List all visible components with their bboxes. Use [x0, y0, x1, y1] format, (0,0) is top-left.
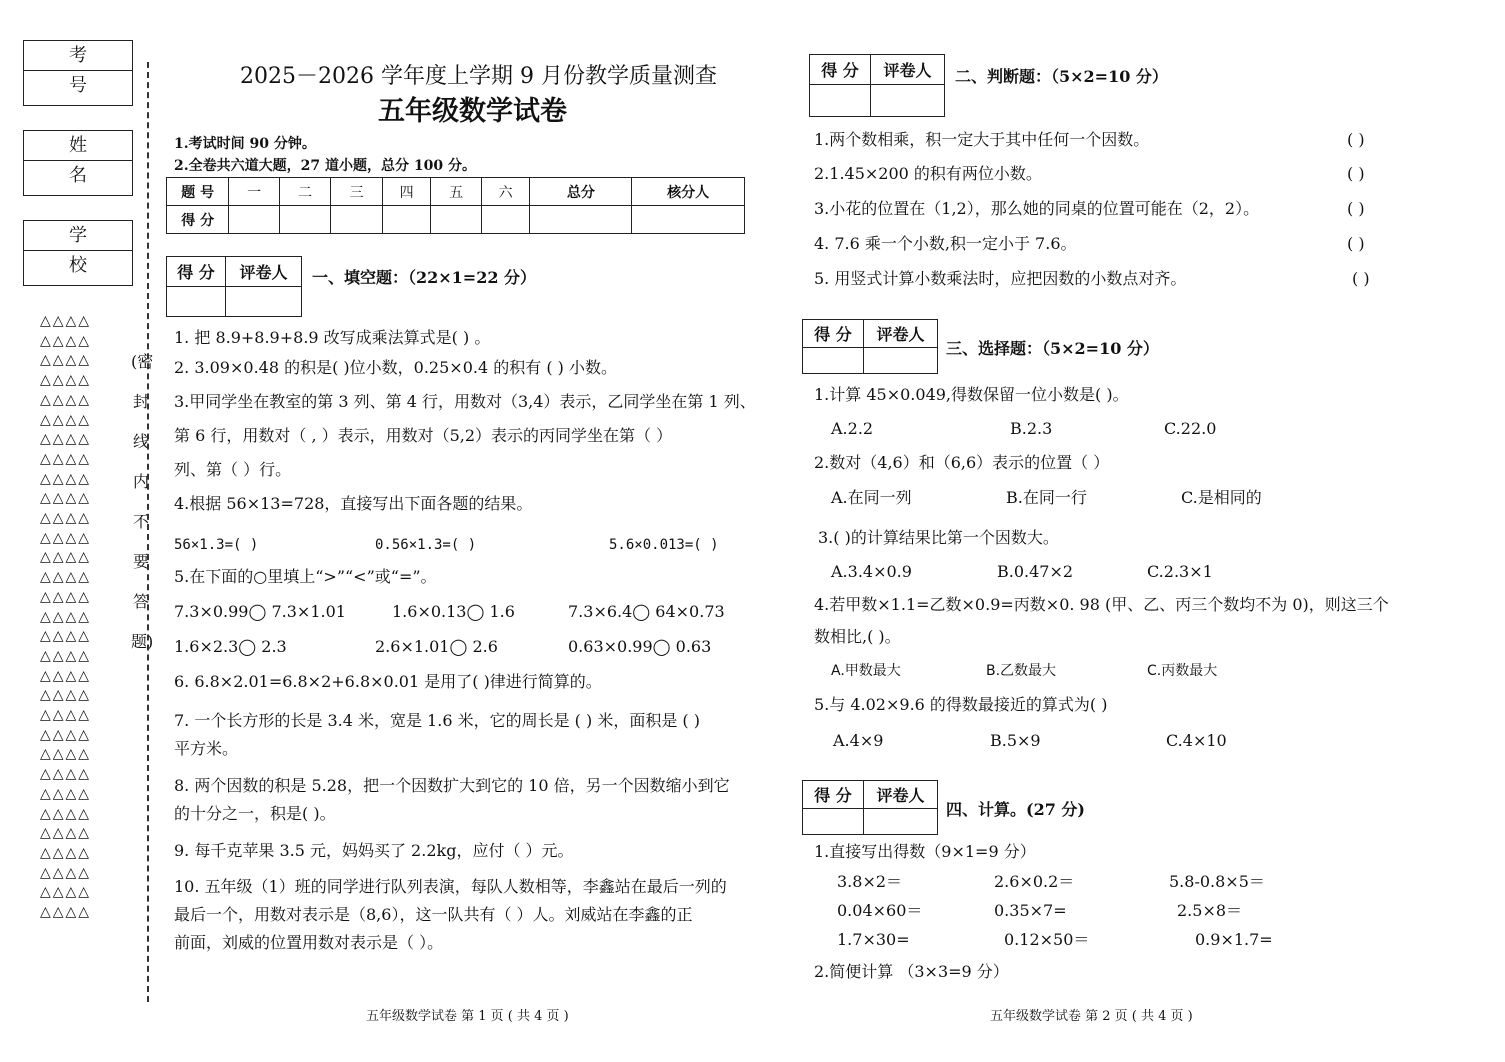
- score-table-header: 题 号: [167, 178, 229, 206]
- score-table-header: 五: [431, 178, 482, 206]
- fill-q2: 2. 3.09×0.48 的积是( )位小数，0.25×0.4 的积有 ( ) 小数。: [174, 358, 617, 377]
- choice-q1-c[interactable]: C.22.0: [1164, 419, 1217, 438]
- triangle-row: △△△△: [40, 450, 92, 467]
- choice-q2: 2.数对（4,6）和（6,6）表示的位置（ ）: [814, 453, 1110, 472]
- triangle-row: △△△△: [40, 687, 92, 704]
- fill-q5-a: 7.3×0.99◯ 7.3×1.01: [174, 602, 346, 621]
- grader-box-section-4: [802, 780, 938, 835]
- choice-q1-a[interactable]: A.2.2: [831, 419, 874, 438]
- fill-q9: 9. 每千克苹果 3.5 元，妈妈买了 2.2kg，应付（ ）元。: [174, 841, 574, 860]
- score-table-header: 四: [382, 178, 431, 206]
- score-table-header: 核分人: [632, 178, 745, 206]
- seal-char: 封: [132, 392, 149, 411]
- calc-item: 0.04×60＝: [837, 901, 923, 920]
- triangle-row: △△△△: [40, 391, 92, 408]
- fill-q4-b: 0.56×1.3=( ): [375, 537, 477, 553]
- triangle-row: △△△△: [40, 844, 92, 861]
- triangle-row: △△△△: [40, 707, 92, 724]
- judge-q1: 1.两个数相乘，积一定大于其中任何一个因数。: [814, 130, 1150, 149]
- seal-char: (密: [131, 352, 154, 371]
- name-box: [23, 130, 133, 196]
- grader-label: 评卷人: [226, 257, 302, 287]
- section-4-title: 四、计算。(27 分): [946, 800, 1085, 819]
- school-label: 学 校: [24, 221, 132, 251]
- fill-q7-line1: 7. 一个长方形的长是 3.4 米，宽是 1.6 米，它的周长是 ( ) 米，面积是 ( ): [174, 711, 700, 730]
- triangle-row: △△△△: [40, 667, 92, 684]
- triangle-row: △△△△: [40, 470, 92, 487]
- fill-q10-line1: 10. 五年级（1）班的同学进行队列表演，每队人数相等，李鑫站在最后一列的: [174, 877, 727, 896]
- fill-q4: 4.根据 56×13=728，直接写出下面各题的结果。: [174, 494, 533, 513]
- fill-q4-a: 56×1.3=( ): [174, 537, 259, 553]
- choice-q4-a[interactable]: A.甲数最大: [831, 663, 901, 679]
- triangle-row: △△△△: [40, 805, 92, 822]
- choice-q3-a[interactable]: A.3.4×0.9: [831, 562, 912, 581]
- score-cell[interactable]: [229, 206, 280, 234]
- calc-sub-2: 2.简便计算 （3×3=9 分）: [814, 962, 1009, 981]
- triangle-row: △△△△: [40, 884, 92, 901]
- calc-item: 1.7×30=: [837, 930, 910, 949]
- section-3-title: 三、选择题：（5×2=10 分）: [946, 339, 1159, 358]
- judge-q2: 2.1.45×200 的积有两位小数。: [814, 164, 1042, 183]
- seal-char: 题): [131, 632, 154, 651]
- fill-q5: 5.在下面的○里填上“>”“<”或“=”。: [174, 567, 437, 586]
- choice-q2-b[interactable]: B.在同一行: [1006, 488, 1087, 507]
- section-1-title: 一、填空题：（22×1=22 分）: [312, 268, 537, 287]
- fill-q3-line2: 第 6 行，用数对（ , ）表示，用数对（5,2）表示的丙同学坐在第（ ）: [174, 426, 673, 445]
- judge-q4-answer[interactable]: ( ): [1347, 234, 1365, 253]
- exam-note-2: 2.全卷共六道大题，27 道小题，总分 100 分。: [174, 158, 476, 174]
- triangle-row: △△△△: [40, 490, 92, 507]
- grader-box-section-3: [802, 319, 938, 374]
- fill-q5-f: 0.63×0.99◯ 0.63: [568, 637, 712, 656]
- fill-q10-line2: 最后一个，用数对表示是（8,6），这一队共有（ ）人。刘威站在李鑫的正: [174, 905, 693, 924]
- triangle-row: △△△△: [40, 510, 92, 527]
- choice-q2-a[interactable]: A.在同一列: [831, 488, 912, 507]
- seal-char: 不: [132, 512, 149, 531]
- score-table-header: 二: [279, 178, 331, 206]
- grader-name-cell[interactable]: [871, 85, 945, 117]
- judge-q5-answer[interactable]: ( ): [1352, 269, 1370, 288]
- fill-q1: 1. 把 8.9+8.9+8.9 改写成乘法算式是( ) 。: [174, 328, 491, 347]
- name-label: 姓 名: [24, 131, 132, 161]
- calc-item: 0.35×7=: [994, 901, 1067, 920]
- triangle-border: [40, 312, 120, 923]
- fill-q5-d: 1.6×2.3◯ 2.3: [174, 637, 287, 656]
- calc-sub-1: 1.直接写出得数（9×1=9 分）: [814, 842, 1036, 861]
- triangle-row: △△△△: [40, 766, 92, 783]
- triangle-row: △△△△: [40, 904, 92, 921]
- fill-q5-b: 1.6×0.13◯ 1.6: [392, 602, 515, 621]
- fill-q3-line1: 3.甲同学坐在教室的第 3 列、第 4 行，用数对（3,4）表示，乙同学坐在第 1 列、: [174, 392, 756, 411]
- grader-label: 评卷人: [871, 55, 945, 85]
- choice-q4-b[interactable]: B.乙数最大: [986, 663, 1057, 679]
- triangle-row: △△△△: [40, 549, 92, 566]
- fill-q10-line3: 前面，刘威的位置用数对表示是（ ）。: [174, 933, 444, 952]
- calc-item: 5.8-0.8×5＝: [1169, 872, 1265, 891]
- fill-q5-c: 7.3×6.4◯ 64×0.73: [568, 602, 725, 621]
- fill-q4-c: 5.6×0.013=( ): [609, 537, 719, 553]
- score-cell[interactable]: [331, 206, 383, 234]
- grader-name-cell[interactable]: [864, 348, 938, 374]
- triangle-row: △△△△: [40, 313, 92, 329]
- choice-q4-line1: 4.若甲数×1.1=乙数×0.9=丙数×0. 98 (甲、乙、丙三个数均不为 0)，则这三个: [814, 595, 1389, 614]
- grader-score-cell[interactable]: [803, 809, 864, 835]
- fill-q6: 6. 6.8×2.01=6.8×2+6.8×0.01 是用了( )律进行简算的。: [174, 672, 602, 691]
- grader-name-cell[interactable]: [864, 809, 938, 835]
- judge-q3: 3.小花的位置在（1,2），那么她的同桌的位置可能在（2，2）。: [814, 199, 1260, 218]
- choice-q3-b[interactable]: B.0.47×2: [997, 562, 1074, 581]
- score-cell[interactable]: [382, 206, 431, 234]
- judge-q5: 5. 用竖式计算小数乘法时，应把因数的小数点对齐。: [814, 269, 1187, 288]
- exam-number-label: 考 号: [24, 41, 132, 71]
- score-table-header: 一: [229, 178, 280, 206]
- grader-box-section-2: [809, 54, 945, 117]
- score-cell[interactable]: [632, 206, 745, 234]
- choice-q5-c[interactable]: C.4×10: [1166, 731, 1227, 750]
- exam-title: 2025－2026 学年度上学期 9 月份教学质量测查: [240, 64, 717, 89]
- calc-item: 2.6×0.2＝: [994, 872, 1075, 891]
- fill-q8-line1: 8. 两个因数的积是 5.28，把一个因数扩大到它的 10 倍，另一个因数缩小到它: [174, 776, 730, 795]
- triangle-row: △△△△: [40, 746, 92, 763]
- triangle-row: △△△△: [40, 352, 92, 369]
- choice-q5: 5.与 4.02×9.6 的得数最接近的算式为( ): [814, 695, 1108, 714]
- triangle-row: △△△△: [40, 785, 92, 802]
- triangle-row: △△△△: [40, 372, 92, 389]
- score-cell[interactable]: [481, 206, 530, 234]
- judge-q4: 4. 7.6 乘一个小数,积一定小于 7.6。: [814, 234, 1077, 253]
- page-2-footer: 五年级数学试卷 第 2 页 ( 共 4 页 ): [990, 1009, 1193, 1024]
- choice-q5-a[interactable]: A.4×9: [833, 731, 884, 750]
- triangle-row: △△△△: [40, 529, 92, 546]
- choice-q2-c[interactable]: C.是相同的: [1181, 488, 1262, 507]
- triangle-row: △△△△: [40, 431, 92, 448]
- judge-q2-answer[interactable]: ( ): [1347, 164, 1365, 183]
- grader-box-section-1: [166, 256, 302, 317]
- school-box: [23, 220, 133, 286]
- triangle-row: △△△△: [40, 825, 92, 842]
- choice-q1: 1.计算 45×0.049,得数保留一位小数是( )。: [814, 385, 1129, 404]
- seal-char: 要: [132, 552, 149, 571]
- grader-score-cell[interactable]: [803, 348, 864, 374]
- grader-score-label: 得 分: [810, 55, 871, 85]
- triangle-row: △△△△: [40, 864, 92, 881]
- choice-q5-b[interactable]: B.5×9: [990, 731, 1041, 750]
- grader-label: 评卷人: [864, 320, 938, 348]
- triangle-row: △△△△: [40, 569, 92, 586]
- page-1-footer: 五年级数学试卷 第 1 页 ( 共 4 页 ): [366, 1009, 569, 1024]
- choice-q3: 3.( )的计算结果比第一个因数大。: [818, 528, 1059, 547]
- grader-name-cell[interactable]: [226, 287, 302, 317]
- exam-subtitle: 五年级数学试卷: [378, 96, 567, 127]
- calc-item: 2.5×8＝: [1177, 901, 1243, 920]
- score-table-header: 总分: [530, 178, 632, 206]
- score-cell[interactable]: [431, 206, 482, 234]
- fill-q5-e: 2.6×1.01◯ 2.6: [375, 637, 498, 656]
- seal-dashed-line: [147, 62, 149, 1002]
- fill-q3-line3: 列、第（ ）行。: [174, 460, 292, 479]
- grader-score-label: 得 分: [803, 781, 864, 809]
- calc-item: 3.8×2＝: [837, 872, 903, 891]
- section-2-title: 二、判断题：（5×2=10 分）: [955, 67, 1168, 86]
- calc-item: 0.9×1.7=: [1195, 930, 1273, 949]
- grader-score-cell[interactable]: [167, 287, 226, 317]
- exam-number-box: [23, 40, 133, 106]
- triangle-row: △△△△: [40, 332, 92, 349]
- score-cell[interactable]: [279, 206, 331, 234]
- seal-char: 内: [132, 472, 149, 491]
- exam-note-1: 1.考试时间 90 分钟。: [174, 136, 316, 152]
- calc-item: 0.12×50＝: [1004, 930, 1090, 949]
- score-cell[interactable]: [530, 206, 632, 234]
- choice-q3-c[interactable]: C.2.3×1: [1147, 562, 1213, 581]
- fill-q7-line2: 平方米。: [174, 739, 239, 758]
- score-row-label: 得 分: [167, 206, 229, 234]
- triangle-row: △△△△: [40, 628, 92, 645]
- judge-q3-answer[interactable]: ( ): [1347, 199, 1365, 218]
- triangle-row: △△△△: [40, 647, 92, 664]
- triangle-row: △△△△: [40, 726, 92, 743]
- grader-score-label: 得 分: [167, 257, 226, 287]
- grader-label: 评卷人: [864, 781, 938, 809]
- seal-char: 答: [132, 592, 149, 611]
- triangle-row: △△△△: [40, 608, 92, 625]
- score-summary-table: [166, 177, 745, 234]
- grader-score-label: 得 分: [803, 320, 864, 348]
- fill-q8-line2: 的十分之一，积是( )。: [174, 804, 336, 823]
- choice-q1-b[interactable]: B.2.3: [1010, 419, 1053, 438]
- choice-q4-c[interactable]: C.丙数最大: [1147, 663, 1218, 679]
- judge-q1-answer[interactable]: ( ): [1347, 130, 1365, 149]
- seal-char: 线: [132, 432, 149, 451]
- score-table-header: 六: [481, 178, 530, 206]
- choice-q4-line2: 数相比,( )。: [814, 627, 901, 646]
- score-table-header: 三: [331, 178, 383, 206]
- triangle-row: △△△△: [40, 588, 92, 605]
- triangle-row: △△△△: [40, 411, 92, 428]
- grader-score-cell[interactable]: [810, 85, 871, 117]
